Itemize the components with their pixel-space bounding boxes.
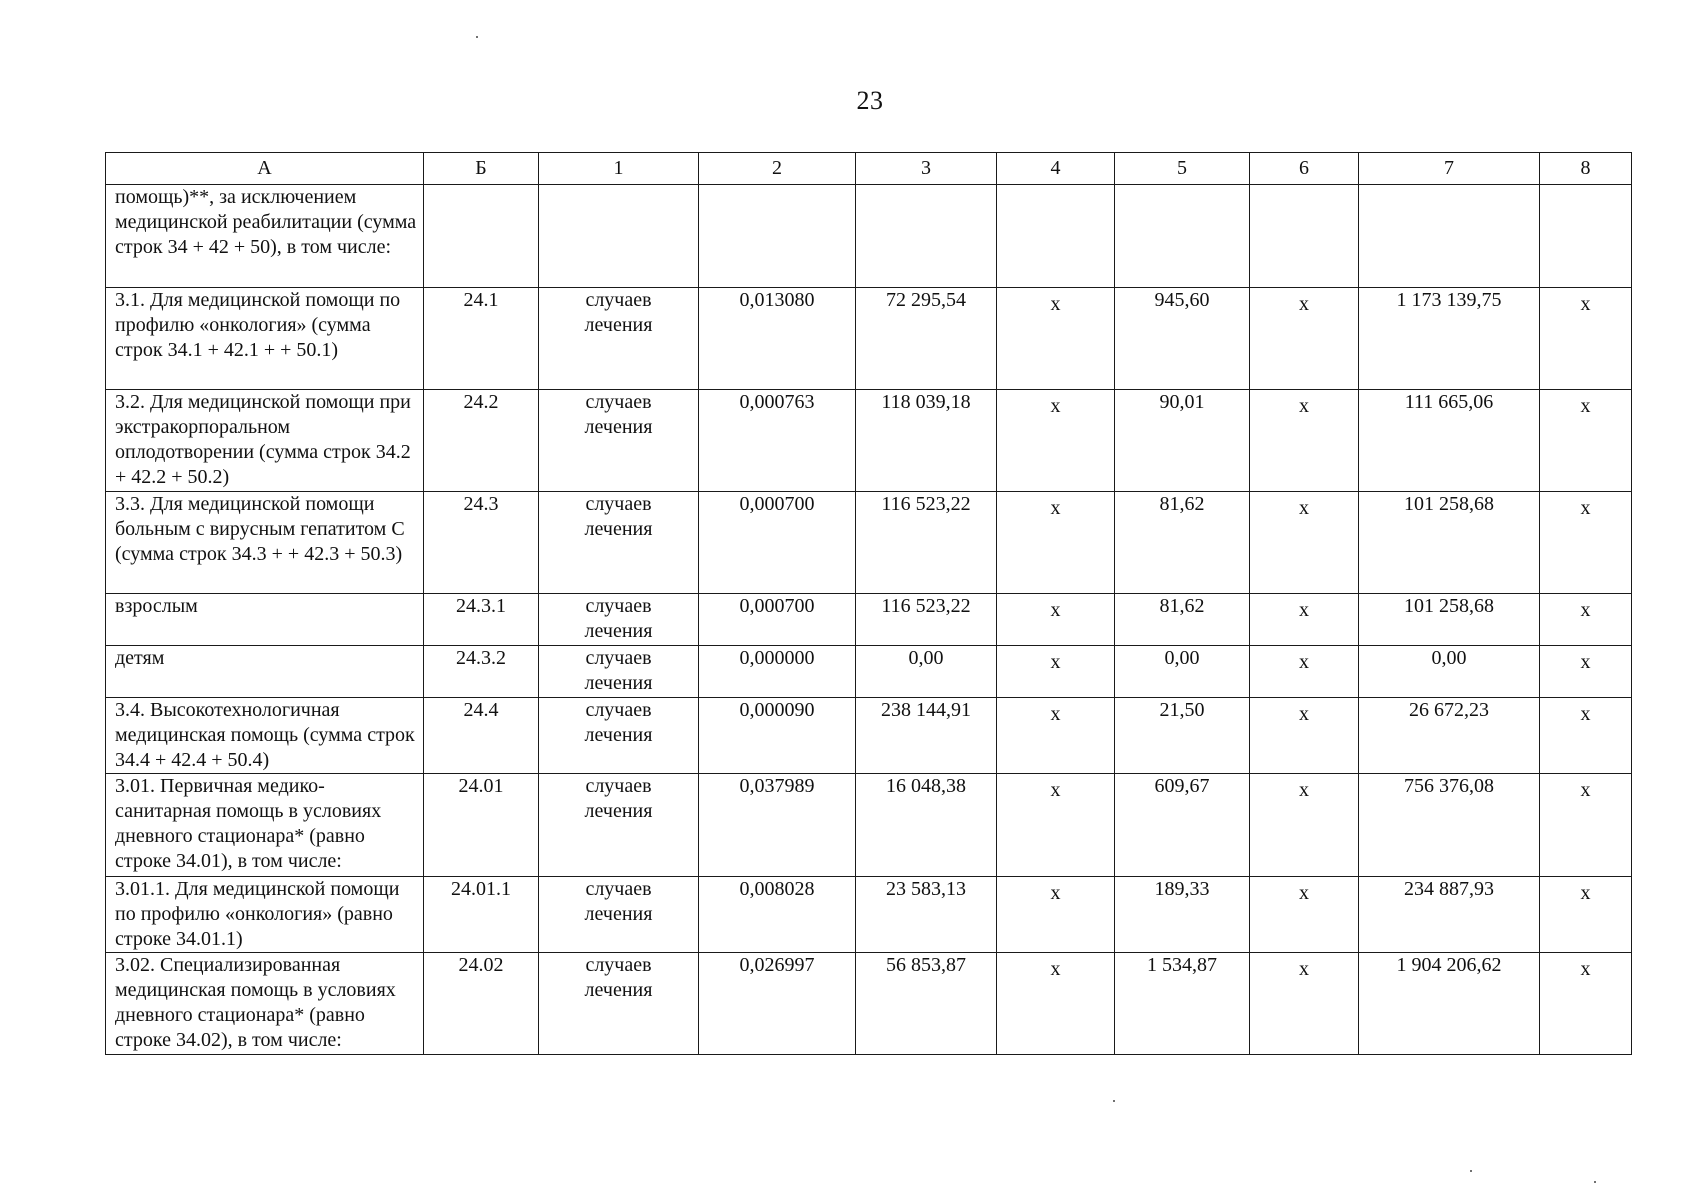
unit-line-1: случаев <box>585 493 652 515</box>
unit-line-2: лечения <box>584 518 653 540</box>
unit-line-2: лечения <box>584 724 653 746</box>
scan-speck <box>1470 1170 1472 1172</box>
column-header-2: 2 <box>699 153 856 185</box>
norm-cell: 0,000700 <box>699 594 856 646</box>
scan-speck <box>476 36 478 38</box>
column-header-8: 8 <box>1540 153 1632 185</box>
unit-line-2: лечения <box>584 416 653 438</box>
row-name-cell: 3.2. Для медицинской помощи при экстракорпоральном оплодотворении (сумма строк 34.2 + 42.2 + 50.2) <box>106 390 424 492</box>
norm-cell: 0,000763 <box>699 390 856 492</box>
unit-line-1: случаев <box>585 289 652 311</box>
header-row <box>106 153 1632 185</box>
table-row <box>106 390 1632 492</box>
page-number: 23 <box>856 86 884 115</box>
row-code-cell: 24.4 <box>424 698 539 774</box>
scan-speck <box>1594 1181 1596 1183</box>
row-name-cell: 3.01.1. Для медицинской помощи по профилю «онкология» (равно строке 34.01.1) <box>106 877 424 953</box>
cost-cell: 116 523,22 <box>856 492 997 594</box>
col4-cell: х <box>997 877 1115 953</box>
row-code-cell: 24.01.1 <box>424 877 539 953</box>
unit-cell <box>539 492 699 594</box>
unit-line-1: случаев <box>585 699 652 721</box>
norm-cell: 0,008028 <box>699 877 856 953</box>
table-row <box>106 594 1632 646</box>
col4-cell: х <box>997 774 1115 877</box>
col8-cell <box>1540 185 1632 288</box>
row-code-cell: 24.3.1 <box>424 594 539 646</box>
col6-cell: х <box>1250 774 1359 877</box>
col5-cell: 945,60 <box>1115 288 1250 390</box>
row-name-cell: помощь)**, за исключением медицинской реабилитации (сумма строк 34 + 42 + 50), в том числе: <box>106 185 424 288</box>
col7-cell: 101 258,68 <box>1359 492 1540 594</box>
unit-line-1: случаев <box>585 391 652 413</box>
row-name-cell: 3.02. Специализированная медицинская помощь в условиях дневного стационара* (равно строке 34.02), в том числе: <box>106 953 424 1055</box>
col4-cell: х <box>997 288 1115 390</box>
col7-cell: 111 665,06 <box>1359 390 1540 492</box>
norm-cell: 0,013080 <box>699 288 856 390</box>
cost-cell: 118 039,18 <box>856 390 997 492</box>
unit-line-1: случаев <box>585 647 652 669</box>
data-table <box>105 152 1632 1055</box>
row-name-cell: 3.1. Для медицинской помощи по профилю «онкология» (сумма строк 34.1 + 42.1 + + 50.1) <box>106 288 424 390</box>
table-row <box>106 492 1632 594</box>
col6-cell: х <box>1250 594 1359 646</box>
column-header-a: А <box>106 153 424 185</box>
column-header-b: Б <box>424 153 539 185</box>
col6-cell <box>1250 185 1359 288</box>
col5-cell: 609,67 <box>1115 774 1250 877</box>
col4-cell: х <box>997 698 1115 774</box>
cost-cell: 0,00 <box>856 646 997 698</box>
table-body <box>106 185 1632 1055</box>
column-header-5: 5 <box>1115 153 1250 185</box>
unit-line-1: случаев <box>585 775 652 797</box>
column-header-4: 4 <box>997 153 1115 185</box>
unit-cell <box>539 390 699 492</box>
cost-cell: 72 295,54 <box>856 288 997 390</box>
col8-cell: х <box>1540 698 1632 774</box>
row-code-cell: 24.02 <box>424 953 539 1055</box>
unit-cell <box>539 774 699 877</box>
col6-cell: х <box>1250 492 1359 594</box>
cost-cell: 238 144,91 <box>856 698 997 774</box>
col7-cell: 101 258,68 <box>1359 594 1540 646</box>
row-code-cell <box>424 185 539 288</box>
unit-cell <box>539 953 699 1055</box>
row-name-cell: 3.01. Первичная медико-санитарная помощь в условиях дневного стационара* (равно строке 34.01), в том числе: <box>106 774 424 877</box>
norm-cell: 0,037989 <box>699 774 856 877</box>
table-row <box>106 774 1632 877</box>
row-code-cell: 24.1 <box>424 288 539 390</box>
col8-cell: х <box>1540 646 1632 698</box>
norm-cell: 0,000090 <box>699 698 856 774</box>
col4-cell: х <box>997 953 1115 1055</box>
col6-cell: х <box>1250 646 1359 698</box>
col7-cell: 0,00 <box>1359 646 1540 698</box>
col6-cell: х <box>1250 698 1359 774</box>
col5-cell <box>1115 185 1250 288</box>
norm-cell <box>699 185 856 288</box>
col8-cell: х <box>1540 953 1632 1055</box>
unit-cell <box>539 877 699 953</box>
unit-line-2: лечения <box>584 314 653 336</box>
unit-cell <box>539 698 699 774</box>
cost-cell: 116 523,22 <box>856 594 997 646</box>
col5-cell: 81,62 <box>1115 492 1250 594</box>
norm-cell: 0,000000 <box>699 646 856 698</box>
row-code-cell: 24.3 <box>424 492 539 594</box>
row-name-cell: 3.4. Высокотехнологичная медицинская помощь (сумма строк 34.4 + 42.4 + 50.4) <box>106 698 424 774</box>
table-row <box>106 288 1632 390</box>
row-code-cell: 24.01 <box>424 774 539 877</box>
cost-cell: 16 048,38 <box>856 774 997 877</box>
col7-cell <box>1359 185 1540 288</box>
col6-cell: х <box>1250 390 1359 492</box>
table-row <box>106 877 1632 953</box>
col8-cell: х <box>1540 492 1632 594</box>
unit-line-1: случаев <box>585 595 652 617</box>
col6-cell: х <box>1250 877 1359 953</box>
col8-cell: х <box>1540 877 1632 953</box>
col4-cell: х <box>997 390 1115 492</box>
table-row <box>106 646 1632 698</box>
col5-cell: 90,01 <box>1115 390 1250 492</box>
col7-cell: 1 173 139,75 <box>1359 288 1540 390</box>
col4-cell: х <box>997 492 1115 594</box>
col5-cell: 81,62 <box>1115 594 1250 646</box>
row-code-cell: 24.2 <box>424 390 539 492</box>
row-name-cell: детям <box>106 646 424 698</box>
cost-cell: 23 583,13 <box>856 877 997 953</box>
table-row <box>106 953 1632 1055</box>
unit-line-2: лечения <box>584 979 653 1001</box>
col5-cell: 21,50 <box>1115 698 1250 774</box>
col7-cell: 756 376,08 <box>1359 774 1540 877</box>
row-name-cell: 3.3. Для медицинской помощи больным с вирусным гепатитом С (сумма строк 34.3 + + 42.3 + 50.3) <box>106 492 424 594</box>
col5-cell: 0,00 <box>1115 646 1250 698</box>
unit-line-2: лечения <box>584 800 653 822</box>
column-header-1: 1 <box>539 153 699 185</box>
table-row <box>106 698 1632 774</box>
column-header-6: 6 <box>1250 153 1359 185</box>
col8-cell: х <box>1540 594 1632 646</box>
col8-cell: х <box>1540 288 1632 390</box>
cost-cell <box>856 185 997 288</box>
col7-cell: 1 904 206,62 <box>1359 953 1540 1055</box>
row-name-cell: взрослым <box>106 594 424 646</box>
table-row <box>106 185 1632 288</box>
col4-cell: х <box>997 646 1115 698</box>
col5-cell: 189,33 <box>1115 877 1250 953</box>
col8-cell: х <box>1540 390 1632 492</box>
col7-cell: 234 887,93 <box>1359 877 1540 953</box>
unit-line-2: лечения <box>584 672 653 694</box>
unit-line-2: лечения <box>584 620 653 642</box>
unit-cell <box>539 185 699 288</box>
column-header-3: 3 <box>856 153 997 185</box>
col8-cell: х <box>1540 774 1632 877</box>
norm-cell: 0,026997 <box>699 953 856 1055</box>
unit-cell <box>539 288 699 390</box>
unit-line-1: случаев <box>585 878 652 900</box>
col4-cell <box>997 185 1115 288</box>
scan-speck <box>1113 1100 1115 1102</box>
col5-cell: 1 534,87 <box>1115 953 1250 1055</box>
unit-line-1: случаев <box>585 954 652 976</box>
cost-cell: 56 853,87 <box>856 953 997 1055</box>
col7-cell: 26 672,23 <box>1359 698 1540 774</box>
col4-cell: х <box>997 594 1115 646</box>
unit-cell <box>539 646 699 698</box>
row-code-cell: 24.3.2 <box>424 646 539 698</box>
unit-line-2: лечения <box>584 903 653 925</box>
col6-cell: х <box>1250 288 1359 390</box>
col6-cell: х <box>1250 953 1359 1055</box>
column-header-7: 7 <box>1359 153 1540 185</box>
norm-cell: 0,000700 <box>699 492 856 594</box>
unit-cell <box>539 594 699 646</box>
